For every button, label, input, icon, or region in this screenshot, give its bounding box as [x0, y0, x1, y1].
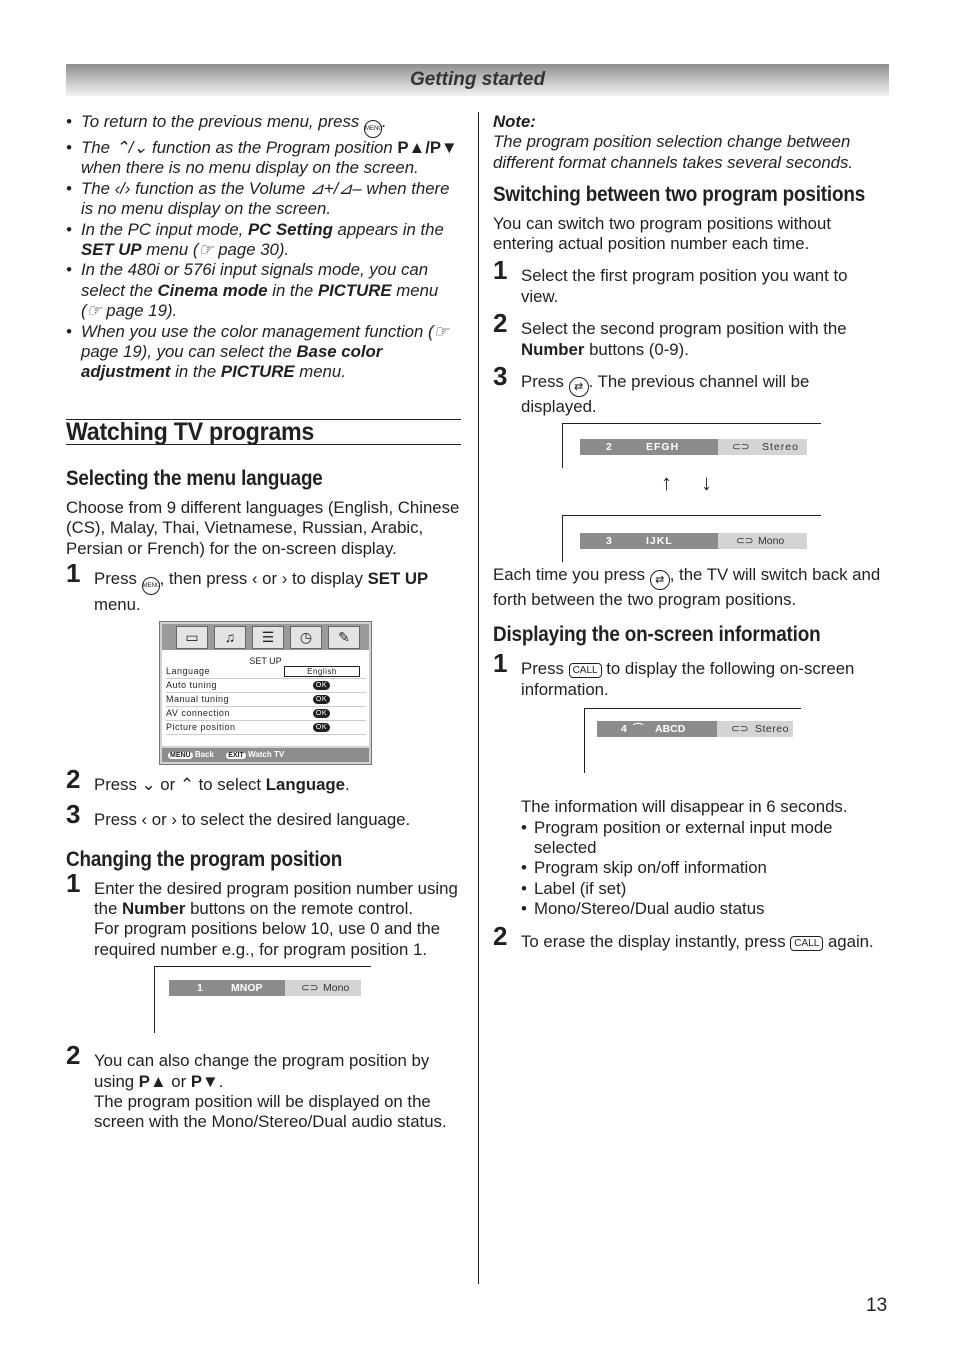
- menu-title: SET UP: [249, 656, 282, 667]
- menu-row: Auto tuning OK: [166, 679, 366, 693]
- pos-step-2: 2 You can also change the program position by using P▲ or P▼. The program position will be displayed on the screen with the Mono/Stereo/Dual audio status.: [66, 1040, 447, 1132]
- page-title: Watching TV programs: [66, 417, 315, 446]
- menu-button-icon: MENU: [364, 120, 382, 138]
- menu-body: [162, 650, 369, 746]
- lang-heading: Selecting the menu language: [66, 467, 323, 491]
- tip-item: • The ⌃/⌄ function as the Program position P▲/P▼ when there is no menu display on the screen.: [66, 138, 461, 179]
- tip-item: • The ‹/› function as the Volume ⊿+/⊿– when there is no menu display on the screen.: [66, 179, 461, 220]
- list-item: • Label (if set): [521, 879, 885, 899]
- info-heading: Displaying the on-screen information: [493, 622, 821, 646]
- recall-icon: ⇄: [569, 377, 589, 397]
- mono-icon: ⊂⊃: [736, 535, 754, 548]
- stereo-icon: ⊂⊃: [731, 723, 749, 736]
- lang-step-2: 2 Press ⌄ or ⌃ to select Language.: [66, 764, 350, 795]
- mono-icon: ⊂⊃: [301, 982, 319, 995]
- tip-item: • To return to the previous menu, press MENU.: [66, 112, 461, 138]
- osd-screenshot-4: 4 ⌒ ABCD ⊂⊃ Stereo: [584, 708, 801, 773]
- tip-item: • In the 480i or 576i input signals mode, you can select the Cinema mode in the PICTURE menu (☞ page 19).: [66, 260, 461, 321]
- list-item: • Program position or external input mode selected: [521, 818, 885, 859]
- switch-step-2: 2 Select the second program position with the Number buttons (0-9).: [493, 308, 847, 359]
- setup-menu-screenshot: [159, 621, 372, 765]
- right-column: [493, 112, 885, 952]
- up-down-arrows-icon: ⌃/⌄: [114, 138, 148, 157]
- menu-footer: MENU Back EXIT Watch TV: [162, 748, 369, 762]
- menu-row: Manual tuning OK: [166, 693, 366, 707]
- call-button-icon: CALL: [569, 663, 602, 678]
- recall-icon: ⇄: [650, 570, 670, 590]
- info-step-2: 2 To erase the display instantly, press CALL again.: [493, 920, 874, 951]
- info-step-1: 1 Press CALL to display the following on-screen information. 4 ⌒ ABCD ⊂⊃ Stereo The information will disappear in 6 seconds. • Program position or external input mode selected • Program skip on/off information • Label (if set) • Mono/Stereo/Dual audio status: [493, 659, 885, 919]
- switch-intro: You can switch two program positions without entering actual position number each time.: [493, 213, 831, 254]
- note-label: Note:: [493, 112, 536, 131]
- switch-after: Each time you press ⇄ , the TV will switch back and forth between the two program positions.: [493, 565, 881, 610]
- info-list: [521, 818, 885, 920]
- note-text: The program position selection change between different format channels takes several seconds.: [493, 132, 854, 172]
- tips-list: [66, 112, 461, 383]
- osd-screenshot-2: 2 EFGH ⊂⊃ Stereo: [562, 423, 821, 468]
- left-column: [66, 112, 461, 1133]
- lang-step-3: 3 Press ‹ or › to select the desired language.: [66, 798, 411, 829]
- switch-step-1: 1 Select the first program position you want to view.: [493, 255, 848, 306]
- menu-button-icon: MENU: [142, 577, 160, 595]
- list-item: • Program skip on/off information: [521, 858, 885, 878]
- stereo-icon: ⊂⊃: [732, 441, 750, 454]
- menu-row: Language English: [166, 665, 366, 679]
- pos-step-1: 1 Enter the desired program position number using the Number buttons on the remote control. For program positions below 10, use 0 and the required number e.g., for program position 1. 1 MNOP ⊂⊃ Mono: [66, 879, 461, 1034]
- list-item: • Mono/Stereo/Dual audio status: [521, 899, 885, 919]
- page-title-wrap: [66, 419, 461, 445]
- osd-screenshot-1: [154, 966, 371, 1033]
- osd-screenshot-3: 3 IJKL ⊂⊃ Mono: [562, 515, 821, 562]
- osd-bar: 1 MNOP ⊂⊃ Mono: [169, 980, 361, 996]
- switch-diagram: [493, 423, 885, 565]
- call-button-icon: CALL: [790, 936, 823, 951]
- left-right-arrows-icon: ‹/›: [114, 178, 131, 198]
- wrench-icon: ✎: [328, 626, 360, 649]
- arrow-up-icon: ↑: [661, 470, 672, 496]
- page-number: 13: [866, 1295, 888, 1316]
- menu-icon-bar: [162, 624, 369, 650]
- section-title: Getting started: [409, 69, 546, 90]
- menu-row: Picture position OK: [166, 721, 366, 735]
- tip-item: • When you use the color management function (☞ page 19), you can select the Base color adjustment in the PICTURE menu.: [66, 322, 461, 383]
- picture-icon: ▭: [176, 626, 208, 649]
- lang-intro: Choose from 9 different languages (English, Chinese (CS), Malay, Thai, Vietnamese, Russian, Arabic, Persian or French) for the on-screen display.: [66, 497, 460, 558]
- setup-icon: ☰: [252, 626, 284, 649]
- tip-item: • In the PC input mode, PC Setting appears in the SET UP menu (☞ page 30).: [66, 220, 461, 261]
- section-header-band: [66, 64, 889, 96]
- switch-step-3: 3 Press ⇄ . The previous channel will be displayed.: [493, 361, 810, 417]
- antenna-icon: ⌒: [633, 723, 644, 736]
- info-disappear: The information will disappear in 6 seconds.: [521, 797, 848, 817]
- pos-heading: Changing the program position: [66, 848, 343, 872]
- switch-heading: Switching between two program positions: [493, 183, 866, 207]
- arrow-down-icon: ↓: [701, 470, 712, 496]
- timer-icon: ◷: [290, 626, 322, 649]
- lang-step-1: 1 Press MENU, then press ‹ or › to display SET UP menu. ▭ ♫ ☰ ◷ ✎ SET UP Language English Auto tuning OK Manual tuning OK AV connection OK Picture position OK MENU Back EXIT Watch TV: [66, 569, 461, 765]
- step-number: 1: [66, 557, 81, 588]
- sound-icon: ♫: [214, 626, 246, 649]
- column-divider: [478, 112, 479, 1284]
- menu-row: AV connection OK: [166, 707, 366, 721]
